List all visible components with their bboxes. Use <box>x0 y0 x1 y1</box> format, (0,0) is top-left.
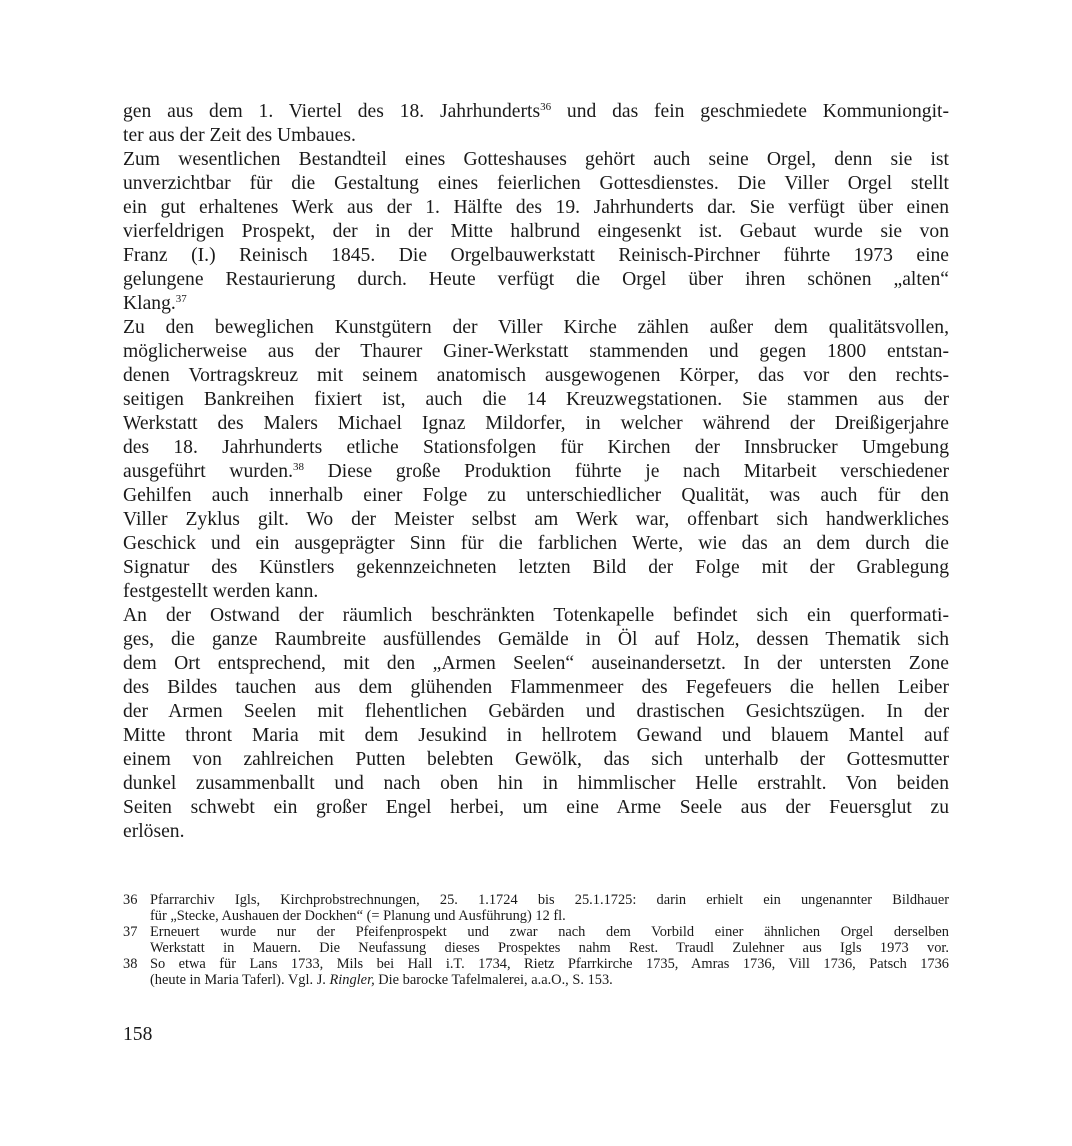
footnote-line <box>123 956 949 972</box>
author-name: Ringler, <box>329 972 375 988</box>
text-segment: des 18. Jahrhunderts etliche Stationsfolgen für Kirchen der Innsbrucker Umgebung <box>123 437 949 458</box>
text-line <box>123 388 949 412</box>
text-segment: Werkstatt des Malers Michael Ignaz Mildorfer, in welcher während der Dreißigerjahre <box>123 413 949 434</box>
text-line <box>123 460 949 484</box>
text-segment: ter aus der Zeit des Umbaues. <box>123 125 356 146</box>
text-line <box>123 484 949 508</box>
text-segment: Diese große Produktion führte je nach Mitarbeit verschiedener <box>304 461 949 482</box>
footnote-line <box>123 892 949 908</box>
main-text <box>123 100 949 844</box>
text-segment: erlösen. <box>123 821 185 842</box>
footnote-reference: 38 <box>293 461 304 473</box>
footnote-number: 36 <box>123 892 138 908</box>
text-segment: seitigen Bankreihen fixiert ist, auch die 14 Kreuzwegstationen. Sie stammen aus der <box>123 389 949 410</box>
footnote-number: 38 <box>123 956 138 972</box>
footnote-line <box>123 972 949 988</box>
footnote-text: Pfarrarchiv Igls, Kirchprobstrechnungen, 25. 1.1724 bis 25.1.1725: darin erhielt ein ungenannter Bildhauer <box>150 892 949 908</box>
text-segment: festgestellt werden kann. <box>123 581 319 602</box>
text-segment: des Bildes tauchen aus dem glühenden Flammenmeer des Fegefeuers die hellen Leiber <box>123 677 949 698</box>
text-segment: Mitte thront Maria mit dem Jesukind in hellrotem Gewand und blauem Mantel auf <box>123 725 949 746</box>
text-line <box>123 556 949 580</box>
text-line <box>123 412 949 436</box>
text-line <box>123 628 949 652</box>
text-line <box>123 244 949 268</box>
text-segment: unverzichtbar für die Gestaltung eines feierlichen Gottesdienstes. Die Viller Orgel stellt <box>123 173 949 194</box>
text-line <box>123 292 949 316</box>
text-line <box>123 316 949 340</box>
text-segment: möglicherweise aus der Thaurer Giner-Werkstatt stammenden und gegen 1800 entstan- <box>123 341 949 362</box>
footnote-reference: 37 <box>175 293 187 305</box>
text-line <box>123 340 949 364</box>
footnote-line <box>123 940 949 956</box>
footnote-line <box>123 924 949 940</box>
text-line <box>123 676 949 700</box>
text-line <box>123 100 949 124</box>
text-segment: Gehilfen auch innerhalb einer Folge zu unterschiedlicher Qualität, was auch für den <box>123 485 949 506</box>
text-line <box>123 724 949 748</box>
text-segment: Franz (I.) Reinisch 1845. Die Orgelbauwerkstatt Reinisch-Pirchner führte 1973 eine <box>123 245 949 266</box>
text-segment: An der Ostwand der räumlich beschränkten Totenkapelle befindet sich ein querformati- <box>123 605 949 626</box>
text-line <box>123 508 949 532</box>
text-line <box>123 748 949 772</box>
text-line <box>123 364 949 388</box>
footnote-number: 37 <box>123 924 138 940</box>
page-number: 158 <box>123 1024 153 1045</box>
footnote-37 <box>123 924 949 956</box>
text-segment: ein gut erhaltenes Werk aus der 1. Hälfte des 19. Jahrhunderts dar. Sie verfügt über einen <box>123 197 949 218</box>
text-segment: Zum wesentlichen Bestandteil eines Gotteshauses gehört auch seine Orgel, denn sie ist <box>123 149 949 170</box>
text-line <box>123 604 949 628</box>
text-segment: Viller Zyklus gilt. Wo der Meister selbst am Werk war, offenbart sich handwerkliches <box>123 509 949 530</box>
text-segment: und das fein geschmiedete Kommuniongit- <box>551 101 949 122</box>
text-line <box>123 172 949 196</box>
text-segment: vierfeldrigen Prospekt, der in der Mitte halbrund eingesenkt ist. Gebaut wurde sie von <box>123 221 949 242</box>
text-line <box>123 700 949 724</box>
footnote-text: Werkstatt in Mauern. Die Neufassung dieses Prospektes nahm Rest. Traudl Zulehner aus Igls 1973 vor. <box>150 940 949 956</box>
footnote-text: So etwa für Lans 1733, Mils bei Hall i.T. 1734, Rietz Pfarrkirche 1735, Amras 1736, Vill 1736, Patsch 1736 <box>150 956 949 972</box>
footnote-text: Die barocke Tafelmalerei, a.a.O., S. 153. <box>374 972 613 988</box>
text-line <box>123 196 949 220</box>
footnote-38 <box>123 956 949 988</box>
text-segment: dunkel zusammenballt und nach oben hin in himmlischer Helle erstrahlt. Von beiden <box>123 773 949 794</box>
text-segment: Geschick und ein ausgeprägter Sinn für die farblichen Werte, wie das an dem durch die <box>123 533 949 554</box>
text-segment: dem Ort entsprechend, mit den „Armen Seelen“ auseinandersetzt. In der untersten Zone <box>123 653 949 674</box>
text-segment: der Armen Seelen mit flehentlichen Gebärden und drastischen Gesichtszügen. In der <box>123 701 949 722</box>
text-line <box>123 652 949 676</box>
footnote-text: Erneuert wurde nur der Pfeifenprospekt und zwar nach dem Vorbild einer ähnlichen Orgel derselben <box>150 924 949 940</box>
footnote-reference: 36 <box>540 101 552 113</box>
text-segment: Seiten schwebt ein großer Engel herbei, um eine Arme Seele aus der Feuersglut zu <box>123 797 949 818</box>
text-line <box>123 772 949 796</box>
text-line <box>123 796 949 820</box>
text-segment: Zu den beweglichen Kunstgütern der Viller Kirche zählen außer dem qualitätsvollen, <box>123 317 949 338</box>
text-segment: denen Vortragskreuz mit seinem anatomisch ausgewogenen Körper, das vor den rechts- <box>123 365 949 386</box>
text-segment: ausgeführt wurden. <box>123 461 293 482</box>
footnote-text: für „Stecke, Aushauen der Dockhen“ (= Planung und Ausführung) 12 fl. <box>150 908 566 924</box>
text-line <box>123 436 949 460</box>
footnote-text: (heute in Maria Taferl). Vgl. J. <box>150 972 330 988</box>
text-line <box>123 820 949 844</box>
text-segment: gen aus dem 1. Viertel des 18. Jahrhunderts <box>123 101 541 122</box>
text-line <box>123 124 949 148</box>
text-line <box>123 268 949 292</box>
text-segment: Signatur des Künstlers gekennzeichneten letzten Bild der Folge mit der Grablegung <box>123 557 949 578</box>
footnote-line <box>123 908 949 924</box>
text-segment: gelungene Restaurierung durch. Heute verfügt die Orgel über ihren schönen „alten“ <box>123 269 949 290</box>
text-line <box>123 220 949 244</box>
text-line <box>123 148 949 172</box>
text-segment: Klang. <box>123 293 176 314</box>
text-segment: ges, die ganze Raumbreite ausfüllendes Gemälde in Öl auf Holz, dessen Thematik sich <box>123 629 949 650</box>
text-segment: einem von zahlreichen Putten belebten Gewölk, das sich unterhalb der Gottesmutter <box>123 749 949 770</box>
footnotes <box>123 892 949 988</box>
text-line <box>123 532 949 556</box>
text-line <box>123 580 949 604</box>
footnote-36 <box>123 892 949 924</box>
